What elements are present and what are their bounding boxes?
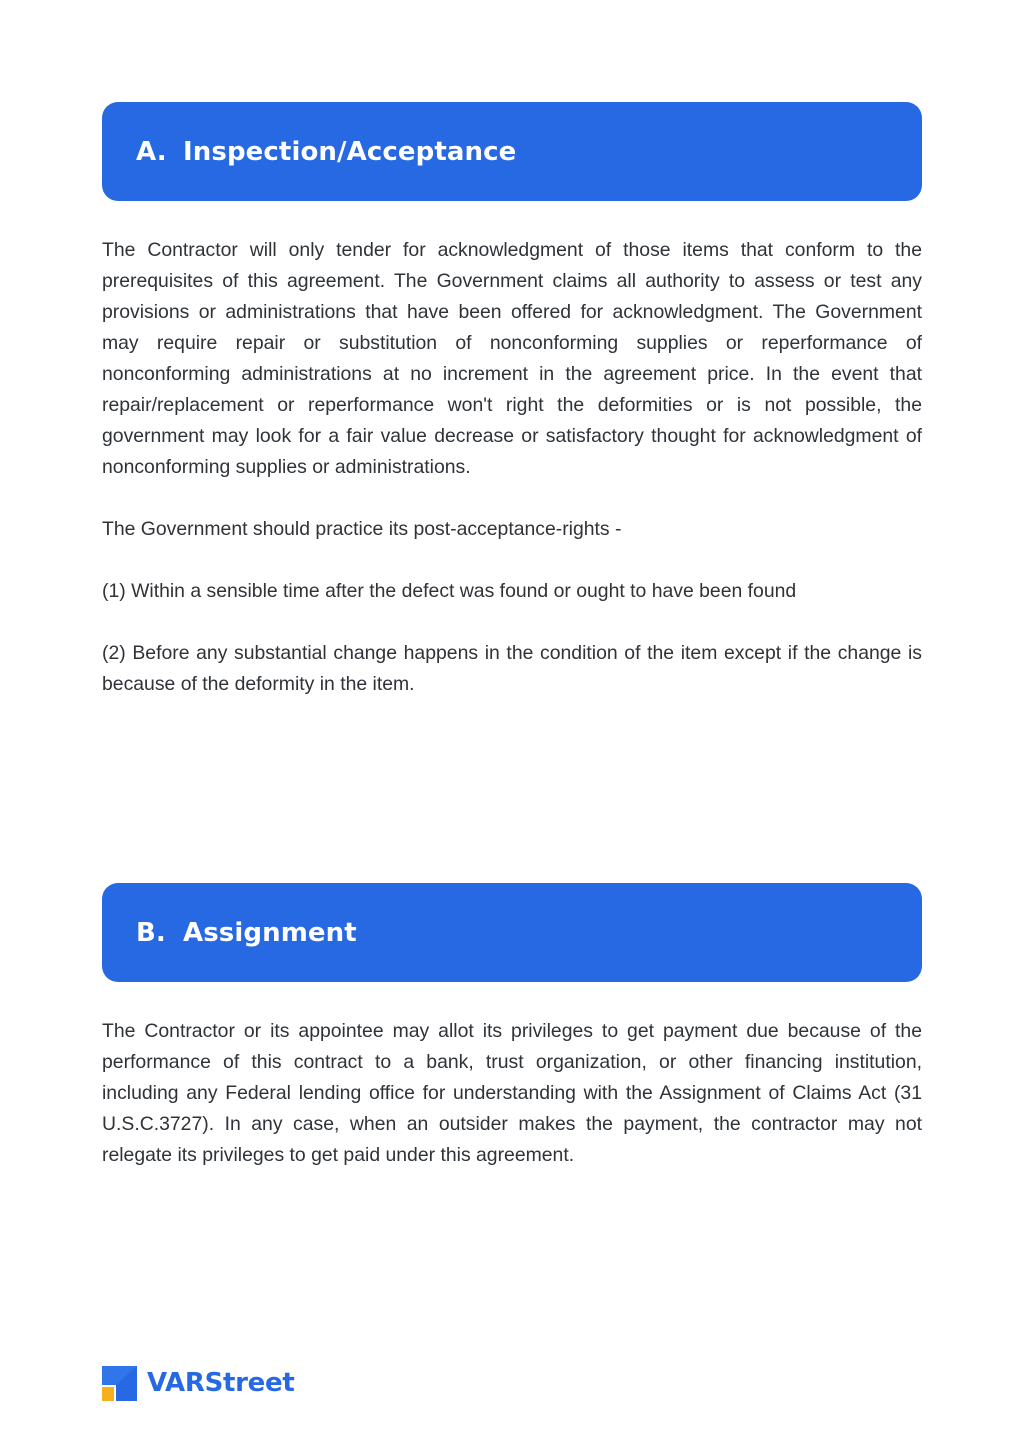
section-a-title: Inspection/Acceptance [183, 136, 517, 167]
section-a-paragraph-1: The Contractor will only tender for acknowledgment of those items that conform to the prerequisites of this agreement. The Government claims all authority to assess or test any provisions or administrations that have been offered for acknowledgment. The Government may require repair or substitution of nonconforming supplies or reperformance of nonconforming administrations at no increment in the agreement price. In the event that repair/replacement or reperformance won't right the deformities or is not possible, the government may look for a fair value decrease or satisfactory thought for acknowledgment of nonconforming supplies or administrations. [102, 239, 922, 478]
section-b-body [102, 1016, 922, 1171]
varstreet-logo-icon [102, 1366, 137, 1401]
section-a-body [102, 235, 922, 700]
footer-logo [102, 1364, 294, 1402]
brand-name: VARStreet [147, 1368, 295, 1398]
section-b-paragraph-1: The Contractor or its appointee may allot its privileges to get payment due because of the performance of this contract to a bank, trust organization, or other financing institution, including any Federal lending office for understanding with the Assignment of Claims Act (31 U.S.C.3727). In any case, when an outsider makes the payment, the contractor may not relegate its privileges to get paid under this agreement. [102, 1020, 922, 1166]
section-a-paragraph-4: (2) Before any substantial change happens in the condition of the item except if the change is because of the deformity in the item. [102, 642, 922, 695]
section-a-header [102, 102, 922, 201]
section-b-header [102, 883, 922, 982]
section-b-letter: B. [136, 917, 166, 948]
section-a-paragraph-3: (1) Within a sensible time after the defect was found or ought to have been found [102, 580, 797, 602]
section-b-title: Assignment [183, 917, 357, 948]
section-a-paragraph-2: The Government should practice its post-acceptance-rights - [102, 518, 622, 540]
section-a-letter: A. [136, 136, 167, 167]
